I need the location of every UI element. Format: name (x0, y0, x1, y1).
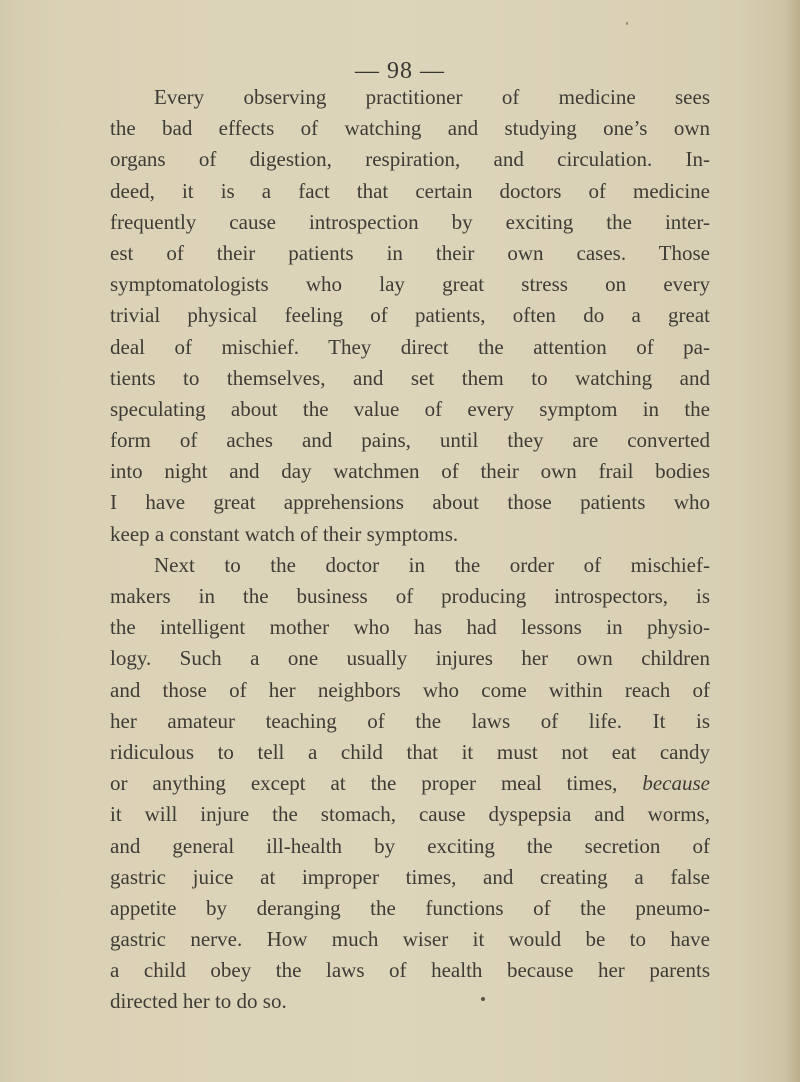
page-edge-shadow (786, 0, 800, 1082)
text-line: organs of digestion, respiration, and circulation. In- (110, 147, 710, 172)
body-text (110, 82, 710, 1018)
text-line (110, 768, 710, 799)
text-line: deed, it is a fact that certain doctors of medicine (110, 178, 710, 203)
text-line: Next to the doctor in the order of mischief- (154, 552, 710, 577)
text-line: ridiculous to tell a child that it must not eat candy (110, 739, 710, 764)
paper-speck (626, 22, 628, 25)
text-line: speculating about the value of every symptom in the (110, 396, 710, 421)
text-line: the bad effects of watching and studying one’s own (110, 116, 710, 141)
text-line: gastric nerve. How much wiser it would be to have (110, 927, 710, 952)
text-line: and general ill-health by exciting the secretion of (110, 833, 710, 858)
page-number: — 98 — (355, 58, 445, 84)
text-line: makers in the business of producing introspectors, is (110, 584, 710, 608)
text-line: est of their patients in their own cases. Those (110, 240, 710, 265)
text-line: I have great apprehensions about those patients who (110, 490, 710, 515)
text-line: symptomatologists who lay great stress on every (110, 272, 710, 297)
text-line: appetite by deranging the functions of the pneumo- (110, 895, 710, 920)
text-line: a child obey the laws of health because her parents (110, 958, 710, 983)
emphasized-word: because (642, 771, 710, 796)
text-line: deal of mischief. They direct the attention of pa- (110, 334, 710, 359)
text-segment: or anything except at the proper meal times, (110, 771, 618, 796)
text-line: keep a constant watch of their symptoms. (110, 521, 459, 546)
text-line: form of aches and pains, until they are converted (110, 428, 710, 453)
ink-speck (481, 997, 485, 1001)
text-line: logy. Such a one usually injures her own children (110, 646, 710, 671)
text-line: tients to themselves, and set them to watching and (110, 365, 710, 390)
text-line: Every observing practitioner of medicine sees (154, 85, 710, 109)
text-line: the intelligent mother who has had lessons in physio- (110, 615, 710, 640)
text-line: frequently cause introspection by exciting the inter- (110, 209, 710, 234)
text-line: directed her to do so. (110, 989, 287, 1014)
text-line: and those of her neighbors who come within reach of (110, 677, 710, 702)
text-line: trivial physical feeling of patients, often do a great (110, 303, 710, 328)
text-line: into night and day watchmen of their own frail bodies (110, 459, 710, 484)
text-line: her amateur teaching of the laws of life. It is (110, 708, 710, 733)
text-line: gastric juice at improper times, and creating a false (110, 864, 710, 889)
text-line: it will injure the stomach, cause dyspepsia and worms, (110, 802, 710, 827)
